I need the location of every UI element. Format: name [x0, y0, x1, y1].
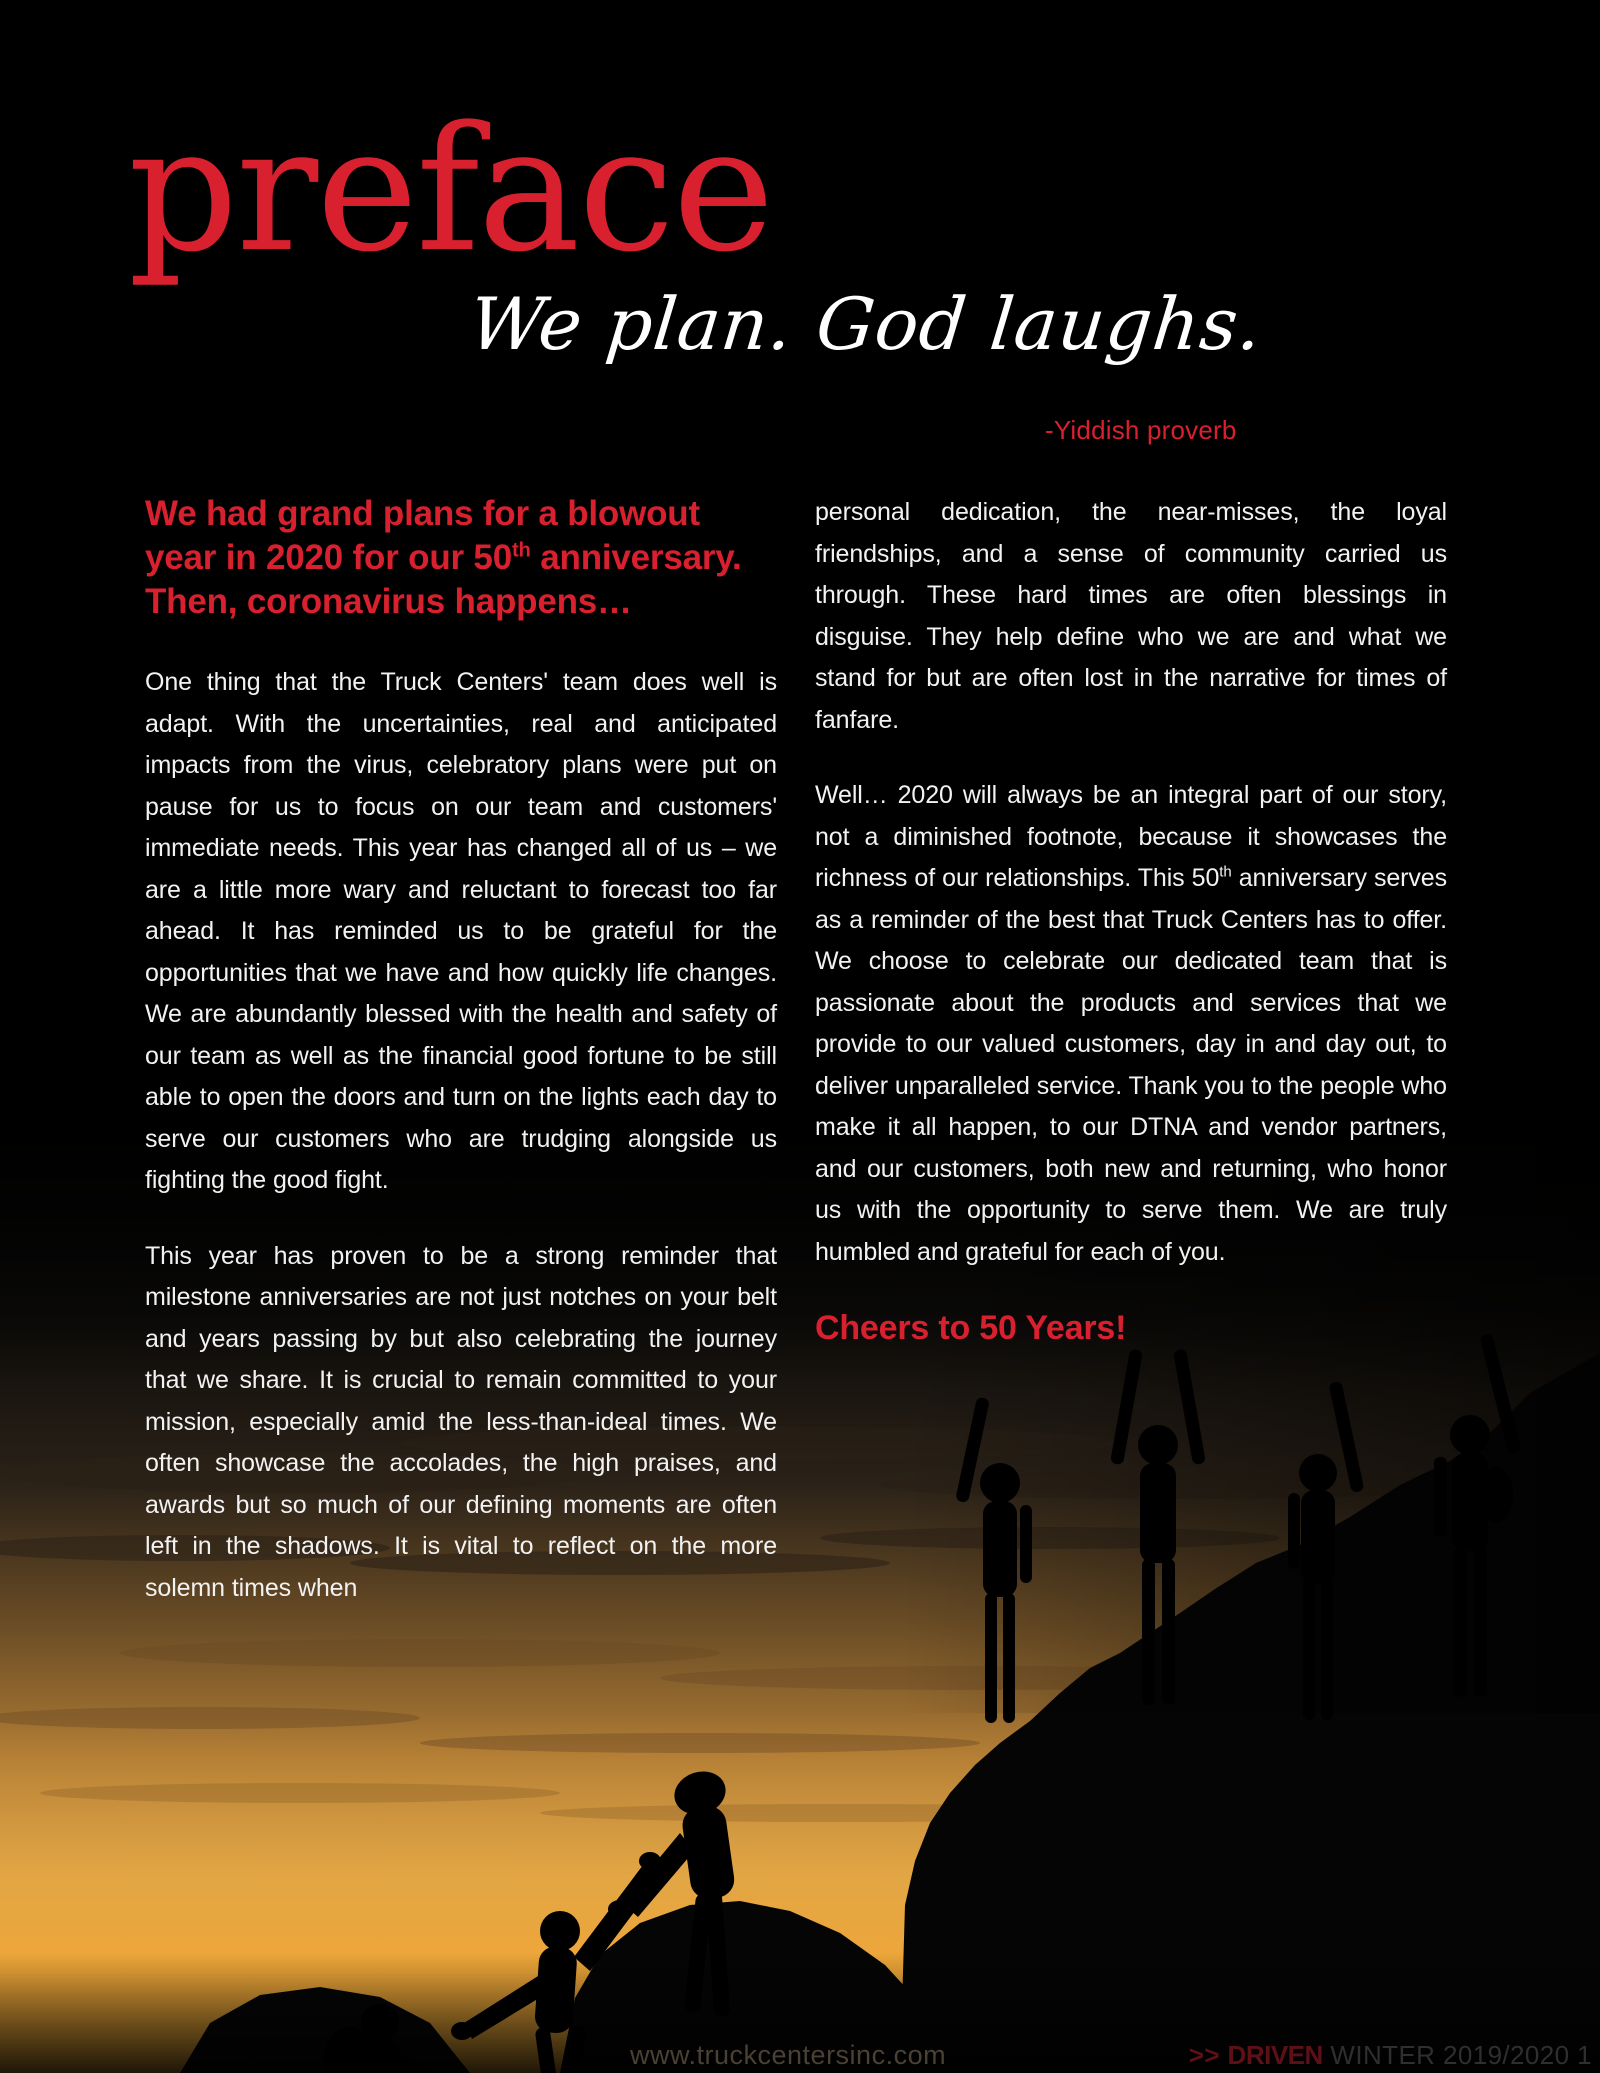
footer-page-number: 1: [1577, 2040, 1592, 2070]
article-headline: [145, 492, 777, 624]
paragraph: [815, 775, 1447, 1273]
footer-website[interactable]: www.truckcentersinc.com: [630, 2040, 947, 2070]
headline-text-1: We had grand plans for a blowout year in 2020 for our 50: [145, 494, 700, 578]
page-title: preface: [128, 89, 773, 290]
masthead: [0, 0, 1600, 460]
left-column: [145, 492, 777, 1609]
right-column: [815, 492, 1447, 1348]
article-columns: [0, 492, 1600, 1692]
double-chevron-icon: >>: [1188, 2040, 1220, 2070]
paragraph-text-1: Well… 2020 will always be an integral part of our story, not a diminished footnote, because it showcases the richness of our relationships. This 50: [815, 781, 1447, 892]
headline-text-2: anniversary. Then, coronavirus happens…: [145, 538, 742, 622]
footer-issue-info: [1189, 2040, 1592, 2071]
paragraph: This year has proven to be a strong reminder that milestone anniversaries are not just notches on your belt and years passing by but also celebrating the journey that we share. It is crucial to remain committed to your mission, especially amid the less-than-ideal times. We often showcase the accolades, the high praises, and awards but so much of our defining moments are often left in the shadows. It is vital to reflect on the more solemn times when: [145, 1241, 777, 1602]
paragraph-text-2: anniversary serves as a reminder of the best that Truck Centers has to offer. We choose to celebrate our dedicated team that is passionate about the products and services that we provide to our valued customers, day in and day out, to deliver unparalleled service. Thank you to the people who make it all happen, to our DTNA and vendor partners, and our customers, both new and returning, who honor us with the opportunity to serve them. We are truly humbled and grateful for each of you.: [815, 864, 1447, 1266]
closing-line: Cheers to 50 Years!: [815, 1309, 1127, 1347]
page-footer: [0, 2021, 1600, 2073]
footer-publication: DRIVEN: [1227, 2040, 1323, 2070]
paragraph-superscript: th: [1219, 863, 1232, 881]
paragraph: personal dedication, the near-misses, the loyal friendships, and a sense of community carried us through. These hard times are often blessings in disguise. They help define who we are and what we stand for but are often lost in the narrative for times of fanfare.: [815, 498, 1447, 734]
paragraph: One thing that the Truck Centers' team does well is adapt. With the uncertainties, real and anticipated impacts from the virus, celebratory plans were put on pause for us to focus on our team and customers' immediate needs. This year has changed all of us – we are a little more wary and reluctant to forecast too far ahead. It has reminded us to be grateful for the opportunities that we have and how quickly life changes. We are abundantly blessed with the health and safety of our team as well as the financial good fortune to be still able to open the doors and turn on the lights each day to serve our customers who are trudging alongside us fighting the good fight.: [145, 668, 777, 1195]
footer-issue-date: WINTER 2019/2020: [1330, 2040, 1570, 2070]
headline-superscript: th: [511, 539, 531, 562]
quote-attribution: -Yiddish proverb: [1045, 415, 1237, 445]
script-quote: We plan. God laughs.: [465, 282, 1267, 366]
